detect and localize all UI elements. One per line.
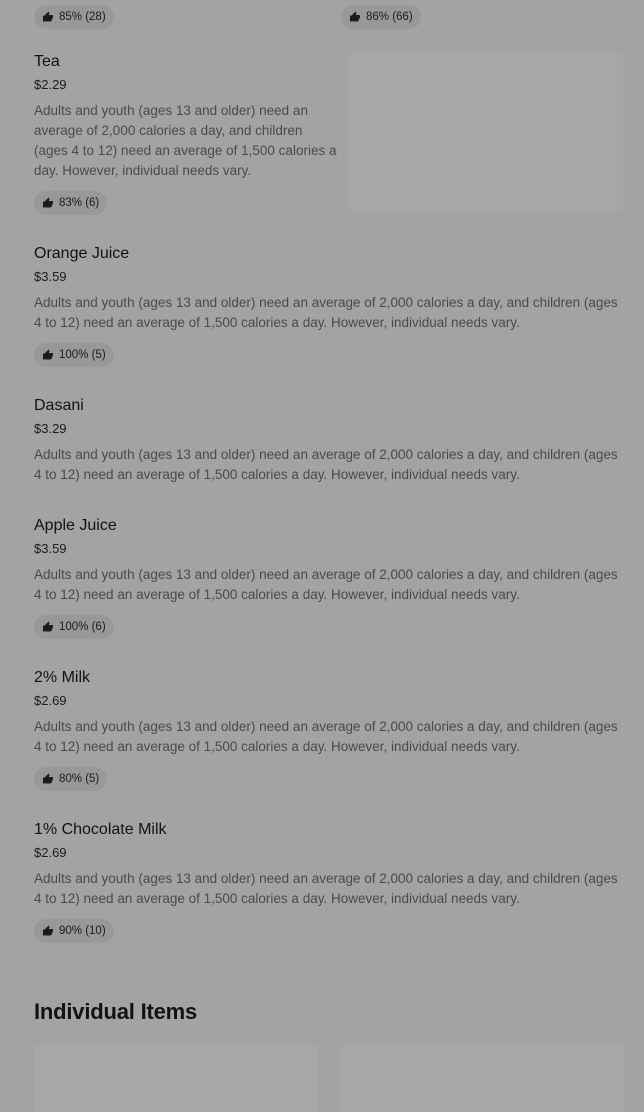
section-title: Individual Items	[34, 999, 198, 1024]
item-title: Apple Juice	[34, 517, 117, 534]
rating-text: 80% (5)	[59, 773, 100, 785]
rating-text: 100% (6)	[59, 621, 106, 633]
rating-text: 90% (10)	[59, 925, 106, 937]
rating-badge	[34, 615, 114, 639]
item-title: Tea	[34, 53, 60, 70]
item-title: Orange Juice	[34, 245, 130, 262]
thumbs-up-icon	[42, 621, 54, 633]
menu-item-1-percent-chocolate-milk[interactable]	[34, 820, 624, 943]
thumbs-up-icon	[349, 11, 361, 23]
menu-item-tea[interactable]	[34, 52, 339, 215]
item-title: 1% Chocolate Milk	[34, 821, 167, 838]
item-description: Adults and youth (ages 13 and older) need an average of 2,000 calories a day, and children (ages 4 to 12) need an average of 1,500 calories a day. However, individual needs vary.	[34, 295, 618, 330]
thumbs-up-icon	[42, 773, 54, 785]
rating-badge	[34, 343, 114, 367]
item-price: $2.69	[34, 693, 67, 708]
rating-badge	[34, 919, 114, 943]
top-rating-row	[34, 5, 624, 29]
item-title: Dasani	[34, 397, 84, 414]
thumbs-up-icon	[42, 349, 54, 361]
item-card[interactable]	[341, 1045, 624, 1112]
thumbs-up-icon	[42, 925, 54, 937]
rating-badge	[34, 767, 107, 791]
rating-text: 85% (28)	[59, 11, 106, 23]
item-description: Adults and youth (ages 13 and older) need an average of 2,000 calories a day, and children (ages 4 to 12) need an average of 1,500 calories a day. However, individual needs vary.	[34, 719, 618, 754]
rating-badge	[341, 5, 421, 29]
menu-item-2-percent-milk[interactable]	[34, 668, 624, 791]
thumbs-up-icon	[42, 11, 54, 23]
item-description: Adults and youth (ages 13 and older) need an average of 2,000 calories a day, and children (ages 4 to 12) need an average of 1,500 calories a day. However, individual needs vary.	[34, 447, 618, 482]
menu-item-orange-juice[interactable]	[34, 244, 624, 367]
item-price: $3.29	[34, 421, 67, 436]
rating-text: 86% (66)	[366, 11, 413, 23]
item-title: 2% Milk	[34, 669, 91, 686]
item-price: $3.59	[34, 541, 67, 556]
item-price: $3.59	[34, 269, 67, 284]
item-description: Adults and youth (ages 13 and older) need an average of 2,000 calories a day, and children (ages 4 to 12) need an average of 1,500 calories a day. However, individual needs vary.	[34, 103, 337, 178]
item-image-tea[interactable]	[349, 52, 623, 212]
item-description: Adults and youth (ages 13 and older) need an average of 2,000 calories a day, and children (ages 4 to 12) need an average of 1,500 calories a day. However, individual needs vary.	[34, 871, 618, 906]
thumbs-up-icon	[42, 197, 54, 209]
rating-badge	[34, 5, 114, 29]
menu-item-apple-juice[interactable]	[34, 516, 624, 639]
rating-text: 100% (5)	[59, 349, 106, 361]
rating-text: 83% (6)	[59, 197, 100, 209]
item-price: $2.29	[34, 77, 67, 92]
item-card[interactable]	[34, 1045, 317, 1112]
item-description: Adults and youth (ages 13 and older) need an average of 2,000 calories a day, and children (ages 4 to 12) need an average of 1,500 calories a day. However, individual needs vary.	[34, 567, 618, 602]
menu-item-dasani[interactable]	[34, 396, 624, 485]
item-price: $2.69	[34, 845, 67, 860]
rating-badge	[34, 191, 107, 215]
